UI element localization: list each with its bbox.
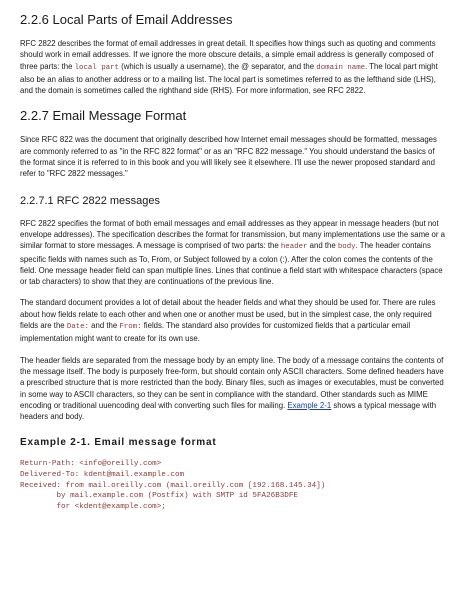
code-local-part: local part — [74, 63, 119, 72]
code-domain-name: domain name — [316, 63, 366, 72]
paragraph-local-parts: RFC 2822 describes the format of email addresses in great detail. It specifies how things such as quoting and comments should work in email addresses. If we ignore the more obscure details, a simple email address is generally composed of three parts: the local part (which is usually a username), the @ separator, and the domain name. The local part might also be an alias to another address or to a mailing list. The local part is sometimes referred to as the lefthand side (LHS), and the domain is sometimes called the righthand side (RHS). For more information, see RFC 2822. — [20, 39, 438, 96]
example-title: Example 2-1. Email message format — [20, 437, 217, 449]
paragraph-rfc2822-messages: RFC 2822 specifies the format of both email messages and email addresses as they appear in message headers (but not envelope addresses). The specification describes the format for transmission, but many implementations use the same or a similar format to store messages. A message is comprised of two parts: the header and the body. The header contains specific fields with names such as To, From, or Subject followed by a colon (:). After the colon comes the contents of the field. One message header field can span multiple lines. Lines that continue a field start with whitespace characters (space or tab characters) to show that they are continuations of the previous line. — [20, 218, 445, 287]
section-heading-2-2-6: 2.2.6 Local Parts of Email Addresses — [20, 12, 233, 27]
code-body: body — [337, 243, 356, 252]
example-2-1-link[interactable]: Example 2-1 — [287, 400, 332, 410]
code-date: Date: — [66, 323, 89, 332]
paragraph-body-separation: The header fields are separated from the message body by an empty line. The body of a message contains the contents of the message itself. The body is purposely free-form, but should contain only ASCII characters. Some defined headers have a prescribed structure that is more restricted than the body. Binary files, such as images or executables, must be converted in some way to ASCII characters, so they can be sent in compliance with the standard. Other standards such as MIME encoding or traditional uuencoding deal with converting such files for mailing. Example 2-1 shows a typical message with headers and body. — [20, 355, 444, 422]
section-heading-2-2-7: 2.2.7 Email Message Format — [20, 108, 187, 124]
code-header: header — [280, 243, 308, 252]
paragraph-message-format: Since RFC 822 was the document that originally described how Internet email messages should be formatted, messages are commonly referred to as "in the RFC 822 format" or as an "RFC 822 message." You should understand the basics of the format since it is referred to in this book and you will likely see it elsewhere. I'll use the newer proposed standard and refer to "RFC 2822 messages." — [20, 135, 437, 179]
section-heading-2-2-7-1: 2.2.7.1 RFC 2822 messages — [20, 194, 161, 207]
document-page — [20, 8, 445, 512]
example-code-block: Return-Path: <info@oreilly.com> Delivered-To: kdent@mail.example.com Received: from mail.oreilly.com (mail.oreilly.com [192.168.145.34]) by mail.example.com (Postfix) with SMTP id 5FA26B3DFE for <kdent@example.com>; — [20, 460, 326, 511]
paragraph-header-fields: The standard document provides a lot of detail about the header fields and what they should be used for. There are rules about how fields relate to each other and when one or another must be used, but in the simplest case, the only required fields are the Date: and the From: fields. The standard also provides for customized fields that a particular email implementation might want to create for its own use. — [20, 298, 436, 344]
code-from: From: — [119, 323, 142, 332]
